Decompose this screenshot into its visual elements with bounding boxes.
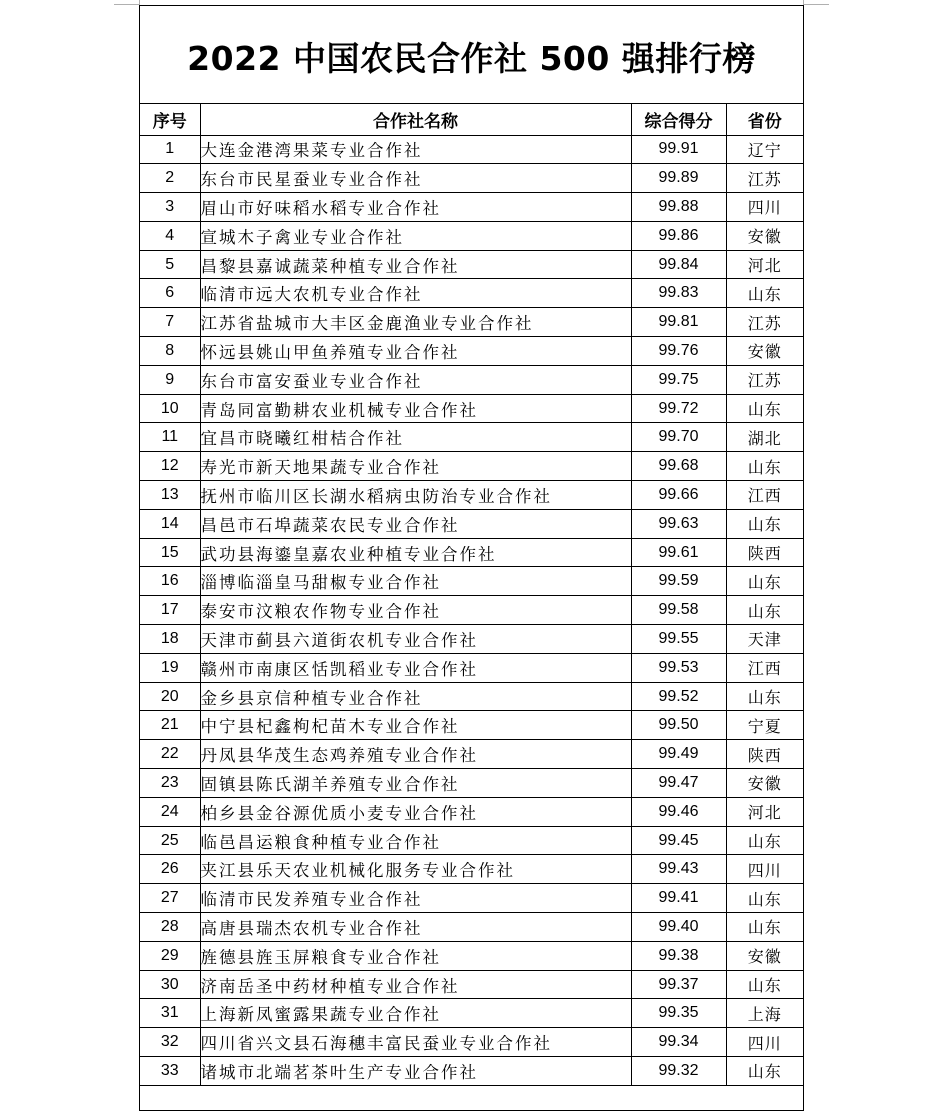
rank-cell: 20 [140, 682, 200, 711]
province-cell: 辽宁 [726, 135, 803, 164]
table-row [140, 653, 803, 682]
score-cell: 99.55 [631, 625, 726, 654]
table-row [140, 365, 803, 394]
province-cell: 江苏 [726, 308, 803, 337]
score-cell: 99.72 [631, 394, 726, 423]
score-cell: 99.46 [631, 797, 726, 826]
table-header-row [140, 104, 803, 135]
province-cell: 安徽 [726, 221, 803, 250]
score-cell: 99.58 [631, 596, 726, 625]
rank-cell: 26 [140, 855, 200, 884]
score-cell: 99.43 [631, 855, 726, 884]
score-cell: 99.61 [631, 538, 726, 567]
ranking-table [140, 104, 803, 1086]
province-cell: 陕西 [726, 740, 803, 769]
rank-cell: 11 [140, 423, 200, 452]
table-row [140, 423, 803, 452]
table-row [140, 538, 803, 567]
cooperative-name-cell: 昌黎县嘉诚蔬菜种植专业合作社 [200, 250, 631, 279]
rank-cell: 24 [140, 797, 200, 826]
table-row [140, 308, 803, 337]
province-cell: 四川 [726, 193, 803, 222]
score-cell: 99.63 [631, 509, 726, 538]
cooperative-name-cell: 临清市民发养殖专业合作社 [200, 884, 631, 913]
cooperative-name-cell: 眉山市好味稻水稻专业合作社 [200, 193, 631, 222]
score-cell: 99.38 [631, 941, 726, 970]
province-cell: 山东 [726, 913, 803, 942]
crop-mark-top-left-h [114, 4, 139, 5]
cooperative-name-cell: 武功县海鎏皇嘉农业种植专业合作社 [200, 538, 631, 567]
table-row [140, 1028, 803, 1057]
score-cell: 99.89 [631, 164, 726, 193]
table-row [140, 740, 803, 769]
column-header-province: 省份 [726, 104, 803, 135]
cooperative-name-cell: 抚州市临川区长湖水稻病虫防治专业合作社 [200, 481, 631, 510]
table-row [140, 884, 803, 913]
cooperative-name-cell: 寿光市新天地果蔬专业合作社 [200, 452, 631, 481]
table-row [140, 221, 803, 250]
table-row [140, 567, 803, 596]
rank-cell: 12 [140, 452, 200, 481]
cooperative-name-cell: 江苏省盐城市大丰区金鹿渔业专业合作社 [200, 308, 631, 337]
score-cell: 99.91 [631, 135, 726, 164]
cooperative-name-cell: 夹江县乐天农业机械化服务专业合作社 [200, 855, 631, 884]
rank-cell: 3 [140, 193, 200, 222]
table-row [140, 337, 803, 366]
rank-cell: 14 [140, 509, 200, 538]
table-row [140, 826, 803, 855]
province-cell: 陕西 [726, 538, 803, 567]
cooperative-name-cell: 高唐县瑞杰农机专业合作社 [200, 913, 631, 942]
table-row [140, 769, 803, 798]
province-cell: 安徽 [726, 941, 803, 970]
province-cell: 河北 [726, 250, 803, 279]
score-cell: 99.76 [631, 337, 726, 366]
table-row [140, 913, 803, 942]
rank-cell: 13 [140, 481, 200, 510]
province-cell: 山东 [726, 970, 803, 999]
province-cell: 安徽 [726, 769, 803, 798]
province-cell: 江西 [726, 653, 803, 682]
province-cell: 山东 [726, 452, 803, 481]
score-cell: 99.32 [631, 1057, 726, 1086]
table-row [140, 855, 803, 884]
province-cell: 江苏 [726, 164, 803, 193]
province-cell: 江西 [726, 481, 803, 510]
province-cell: 山东 [726, 682, 803, 711]
table-row [140, 164, 803, 193]
crop-mark-top-right-h [804, 4, 829, 5]
cooperative-name-cell: 天津市蓟县六道街农机专业合作社 [200, 625, 631, 654]
province-cell: 宁夏 [726, 711, 803, 740]
cooperative-name-cell: 上海新凤蜜露果蔬专业合作社 [200, 999, 631, 1028]
score-cell: 99.70 [631, 423, 726, 452]
province-cell: 山东 [726, 567, 803, 596]
table-row [140, 193, 803, 222]
table-row [140, 596, 803, 625]
rank-cell: 19 [140, 653, 200, 682]
score-cell: 99.35 [631, 999, 726, 1028]
rank-cell: 28 [140, 913, 200, 942]
table-row [140, 941, 803, 970]
cooperative-name-cell: 济南岳圣中药材种植专业合作社 [200, 970, 631, 999]
province-cell: 山东 [726, 884, 803, 913]
cooperative-name-cell: 宣城木子禽业专业合作社 [200, 221, 631, 250]
table-row [140, 452, 803, 481]
rank-cell: 21 [140, 711, 200, 740]
rank-cell: 1 [140, 135, 200, 164]
rank-cell: 7 [140, 308, 200, 337]
province-cell: 河北 [726, 797, 803, 826]
score-cell: 99.81 [631, 308, 726, 337]
rank-cell: 23 [140, 769, 200, 798]
rank-cell: 27 [140, 884, 200, 913]
table-row [140, 711, 803, 740]
cooperative-name-cell: 东台市富安蚕业专业合作社 [200, 365, 631, 394]
cooperative-name-cell: 大连金港湾果菜专业合作社 [200, 135, 631, 164]
score-cell: 99.53 [631, 653, 726, 682]
province-cell: 山东 [726, 394, 803, 423]
province-cell: 上海 [726, 999, 803, 1028]
table-row [140, 250, 803, 279]
rank-cell: 2 [140, 164, 200, 193]
score-cell: 99.52 [631, 682, 726, 711]
province-cell: 山东 [726, 826, 803, 855]
rank-cell: 6 [140, 279, 200, 308]
rank-cell: 15 [140, 538, 200, 567]
table-body [140, 135, 803, 1085]
score-cell: 99.45 [631, 826, 726, 855]
rank-cell: 32 [140, 1028, 200, 1057]
document-page [139, 5, 804, 1111]
cooperative-name-cell: 四川省兴文县石海穗丰富民蚕业专业合作社 [200, 1028, 631, 1057]
column-header-score: 综合得分 [631, 104, 726, 135]
score-cell: 99.88 [631, 193, 726, 222]
table-row [140, 509, 803, 538]
score-cell: 99.37 [631, 970, 726, 999]
cooperative-name-cell: 怀远县姚山甲鱼养殖专业合作社 [200, 337, 631, 366]
cooperative-name-cell: 临邑昌运粮食种植专业合作社 [200, 826, 631, 855]
rank-cell: 31 [140, 999, 200, 1028]
rank-cell: 29 [140, 941, 200, 970]
rank-cell: 18 [140, 625, 200, 654]
cooperative-name-cell: 旌德县旌玉屏粮食专业合作社 [200, 941, 631, 970]
province-cell: 四川 [726, 1028, 803, 1057]
province-cell: 安徽 [726, 337, 803, 366]
table-row [140, 279, 803, 308]
table-row [140, 970, 803, 999]
score-cell: 99.50 [631, 711, 726, 740]
table-row [140, 135, 803, 164]
cooperative-name-cell: 诸城市北端茗茶叶生产专业合作社 [200, 1057, 631, 1086]
province-cell: 山东 [726, 596, 803, 625]
table-row [140, 682, 803, 711]
rank-cell: 22 [140, 740, 200, 769]
rank-cell: 4 [140, 221, 200, 250]
cooperative-name-cell: 柏乡县金谷源优质小麦专业合作社 [200, 797, 631, 826]
cooperative-name-cell: 赣州市南康区恬凯稻业专业合作社 [200, 653, 631, 682]
rank-cell: 25 [140, 826, 200, 855]
rank-cell: 17 [140, 596, 200, 625]
score-cell: 99.66 [631, 481, 726, 510]
score-cell: 99.34 [631, 1028, 726, 1057]
page-title: 2022 中国农民合作社 500 强排行榜 [187, 39, 756, 78]
score-cell: 99.41 [631, 884, 726, 913]
score-cell: 99.83 [631, 279, 726, 308]
cooperative-name-cell: 中宁县杞鑫枸杞苗木专业合作社 [200, 711, 631, 740]
cooperative-name-cell: 淄博临淄皇马甜椒专业合作社 [200, 567, 631, 596]
score-cell: 99.40 [631, 913, 726, 942]
province-cell: 四川 [726, 855, 803, 884]
province-cell: 山东 [726, 1057, 803, 1086]
table-row [140, 625, 803, 654]
cooperative-name-cell: 固镇县陈氏湖羊养殖专业合作社 [200, 769, 631, 798]
score-cell: 99.59 [631, 567, 726, 596]
province-cell: 山东 [726, 279, 803, 308]
rank-cell: 5 [140, 250, 200, 279]
rank-cell: 8 [140, 337, 200, 366]
table-row [140, 481, 803, 510]
score-cell: 99.84 [631, 250, 726, 279]
score-cell: 99.75 [631, 365, 726, 394]
rank-cell: 16 [140, 567, 200, 596]
cooperative-name-cell: 临清市远大农机专业合作社 [200, 279, 631, 308]
rank-cell: 10 [140, 394, 200, 423]
column-header-name: 合作社名称 [200, 104, 631, 135]
cooperative-name-cell: 昌邑市石埠蔬菜农民专业合作社 [200, 509, 631, 538]
rank-cell: 9 [140, 365, 200, 394]
province-cell: 湖北 [726, 423, 803, 452]
province-cell: 山东 [726, 509, 803, 538]
cooperative-name-cell: 东台市民星蚕业专业合作社 [200, 164, 631, 193]
table-row [140, 1057, 803, 1086]
cooperative-name-cell: 青岛同富勤耕农业机械专业合作社 [200, 394, 631, 423]
score-cell: 99.68 [631, 452, 726, 481]
province-cell: 江苏 [726, 365, 803, 394]
score-cell: 99.47 [631, 769, 726, 798]
cooperative-name-cell: 泰安市汶粮农作物专业合作社 [200, 596, 631, 625]
province-cell: 天津 [726, 625, 803, 654]
cooperative-name-cell: 丹凤县华茂生态鸡养殖专业合作社 [200, 740, 631, 769]
column-header-rank: 序号 [140, 104, 200, 135]
rank-cell: 33 [140, 1057, 200, 1086]
score-cell: 99.86 [631, 221, 726, 250]
cooperative-name-cell: 宜昌市晓曦红柑桔合作社 [200, 423, 631, 452]
table-row [140, 394, 803, 423]
rank-cell: 30 [140, 970, 200, 999]
score-cell: 99.49 [631, 740, 726, 769]
title-box [140, 6, 803, 104]
table-row [140, 797, 803, 826]
table-row [140, 999, 803, 1028]
cooperative-name-cell: 金乡县京信种植专业合作社 [200, 682, 631, 711]
